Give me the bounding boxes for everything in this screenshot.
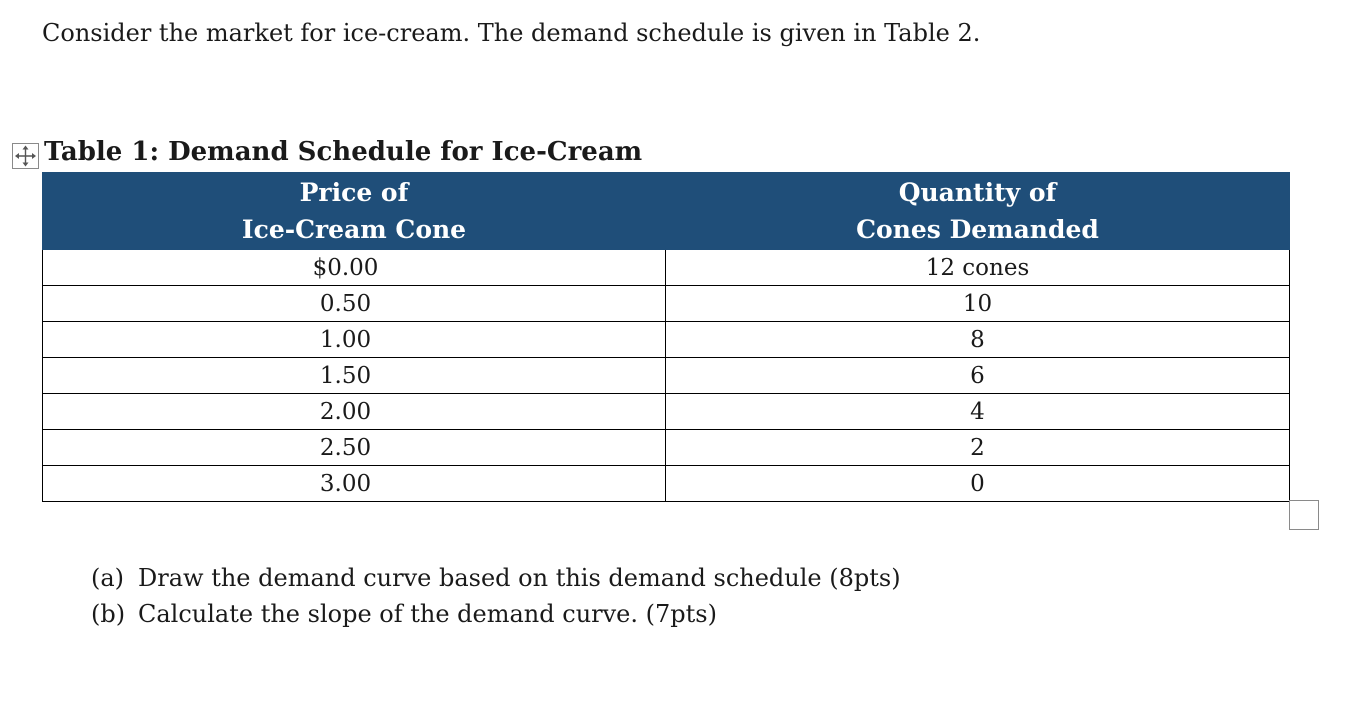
price-header-line1: Price of: [299, 178, 409, 207]
quantity-cell: 0: [666, 466, 1290, 502]
table-row: [43, 322, 1290, 358]
question-list: [91, 560, 901, 632]
question-text: Draw the demand curve based on this demand schedule (8pts): [138, 564, 901, 592]
quantity-cell: 12 cones: [666, 250, 1290, 286]
table-row: [43, 430, 1290, 466]
question-number: (a): [91, 564, 125, 592]
price-cell: 1.50: [43, 358, 666, 394]
table-end-marker[interactable]: [1289, 500, 1319, 530]
price-column-header: [43, 173, 666, 250]
question-item: [91, 596, 901, 632]
quantity-header-line2: Cones Demanded: [856, 215, 1099, 244]
demand-schedule-table: [42, 172, 1290, 502]
price-header-line2: Ice-Cream Cone: [241, 215, 467, 244]
quantity-column-header: [666, 173, 1290, 250]
table-row: [43, 358, 1290, 394]
question-text: Calculate the slope of the demand curve. (7pts): [138, 600, 717, 628]
table-row: [43, 394, 1290, 430]
table-row: [43, 250, 1290, 286]
table-header-row: [43, 173, 1290, 250]
quantity-cell: 4: [666, 394, 1290, 430]
price-cell: 2.50: [43, 430, 666, 466]
intro-text: Consider the market for ice-cream. The demand schedule is given in Table 2.: [42, 19, 981, 47]
price-cell: 0.50: [43, 286, 666, 322]
price-cell: 3.00: [43, 466, 666, 502]
quantity-cell: 6: [666, 358, 1290, 394]
quantity-cell: 8: [666, 322, 1290, 358]
quantity-cell: 10: [666, 286, 1290, 322]
question-item: [91, 560, 901, 596]
move-handle-icon[interactable]: [12, 143, 39, 169]
table-row: [43, 466, 1290, 502]
quantity-header-line1: Quantity of: [898, 178, 1057, 207]
quantity-cell: 2: [666, 430, 1290, 466]
price-cell: $0.00: [43, 250, 666, 286]
price-cell: 1.00: [43, 322, 666, 358]
table-row: [43, 286, 1290, 322]
table-caption: Table 1: Demand Schedule for Ice-Cream: [44, 137, 643, 167]
question-number: (b): [91, 600, 126, 628]
price-cell: 2.00: [43, 394, 666, 430]
